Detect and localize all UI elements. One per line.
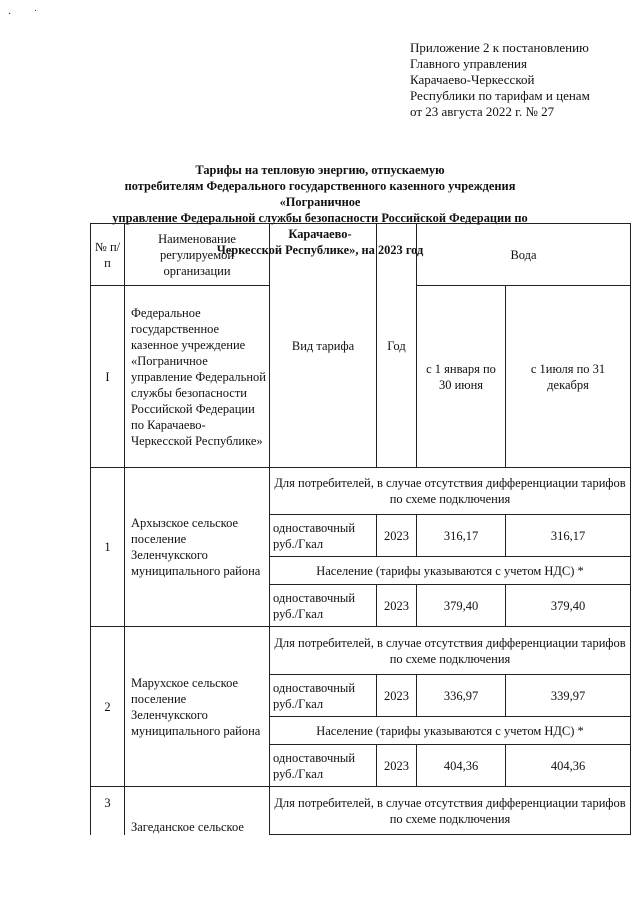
value-period-first: 404,36 [417, 745, 506, 787]
tariff-type-cell: одноставочный руб./Гкал [270, 675, 377, 717]
header-period-second: с 1июля по 31 декабря [506, 286, 631, 468]
group-organization: Загеданское сельское [125, 787, 270, 835]
appendix-note [410, 40, 630, 120]
appendix-line: Карачаево-Черкесской [410, 72, 535, 87]
scan-specks: · ˙ [8, 9, 38, 20]
group-number: 2 [91, 627, 125, 787]
title-line: управление Федеральной службы безопасности Российской Федерации по Карачаево- [112, 211, 528, 241]
group-organization: Марухское сельское поселение Зеленчукского муниципального района [125, 627, 270, 787]
header-period-first: с 1 января по 30 июня [417, 286, 506, 468]
header-year: Год [377, 224, 417, 468]
value-period-second: 379,40 [506, 585, 631, 627]
value-period-first: 316,17 [417, 515, 506, 557]
year-cell: 2023 [377, 585, 417, 627]
header-water: Вода [417, 224, 631, 286]
header-organization: Наименование регулируемой организации [125, 224, 270, 286]
group-number: 3 [91, 787, 125, 835]
value-period-second: 404,36 [506, 745, 631, 787]
title-line: Тарифы на тепловую энергию, отпускаемую [195, 163, 445, 177]
population-label: Население (тарифы указываются с учетом НДС) * [270, 557, 631, 585]
appendix-line: Главного управления [410, 56, 527, 71]
consumers-label: Для потребителей, в случае отсутствия дифференциации тарифов по схеме подключения [270, 787, 631, 835]
title-line: Черкесской Республике», на 2023 год [216, 243, 424, 257]
population-label: Население (тарифы указываются с учетом НДС) * [270, 717, 631, 745]
year-cell: 2023 [377, 675, 417, 717]
value-period-first: 336,97 [417, 675, 506, 717]
tariff-type-cell: одноставочный руб./Гкал [270, 515, 377, 557]
title-line: потребителям Федерального государственного казенного учреждения «Пограничное [124, 179, 516, 209]
org-number: I [91, 286, 125, 468]
header-tariff-type: Вид тарифа [270, 224, 377, 468]
group-organization: Архызское сельское поселение Зеленчукского муниципального района [125, 468, 270, 627]
tariff-table [90, 223, 631, 835]
org-name: Федеральное государственное казенное учреждение «Пограничное управление Федеральной службы безопасности Российской Федерации по Карачаево-Черкесской Республике» [125, 286, 270, 468]
year-cell: 2023 [377, 745, 417, 787]
tariff-type-cell: одноставочный руб./Гкал [270, 585, 377, 627]
value-period-first: 379,40 [417, 585, 506, 627]
value-period-second: 339,97 [506, 675, 631, 717]
appendix-line: Республики по тарифам и ценам [410, 88, 590, 103]
value-period-second: 316,17 [506, 515, 631, 557]
tariff-type-cell: одноставочный руб./Гкал [270, 745, 377, 787]
consumers-label: Для потребителей, в случае отсутствия дифференциации тарифов по схеме подключения [270, 468, 631, 515]
appendix-line: Приложение 2 к постановлению [410, 40, 589, 55]
header-number: № п/п [91, 224, 125, 286]
year-cell: 2023 [377, 515, 417, 557]
appendix-line: от 23 августа 2022 г. № 27 [410, 104, 555, 119]
consumers-label: Для потребителей, в случае отсутствия дифференциации тарифов по схеме подключения [270, 627, 631, 675]
group-number: 1 [91, 468, 125, 627]
